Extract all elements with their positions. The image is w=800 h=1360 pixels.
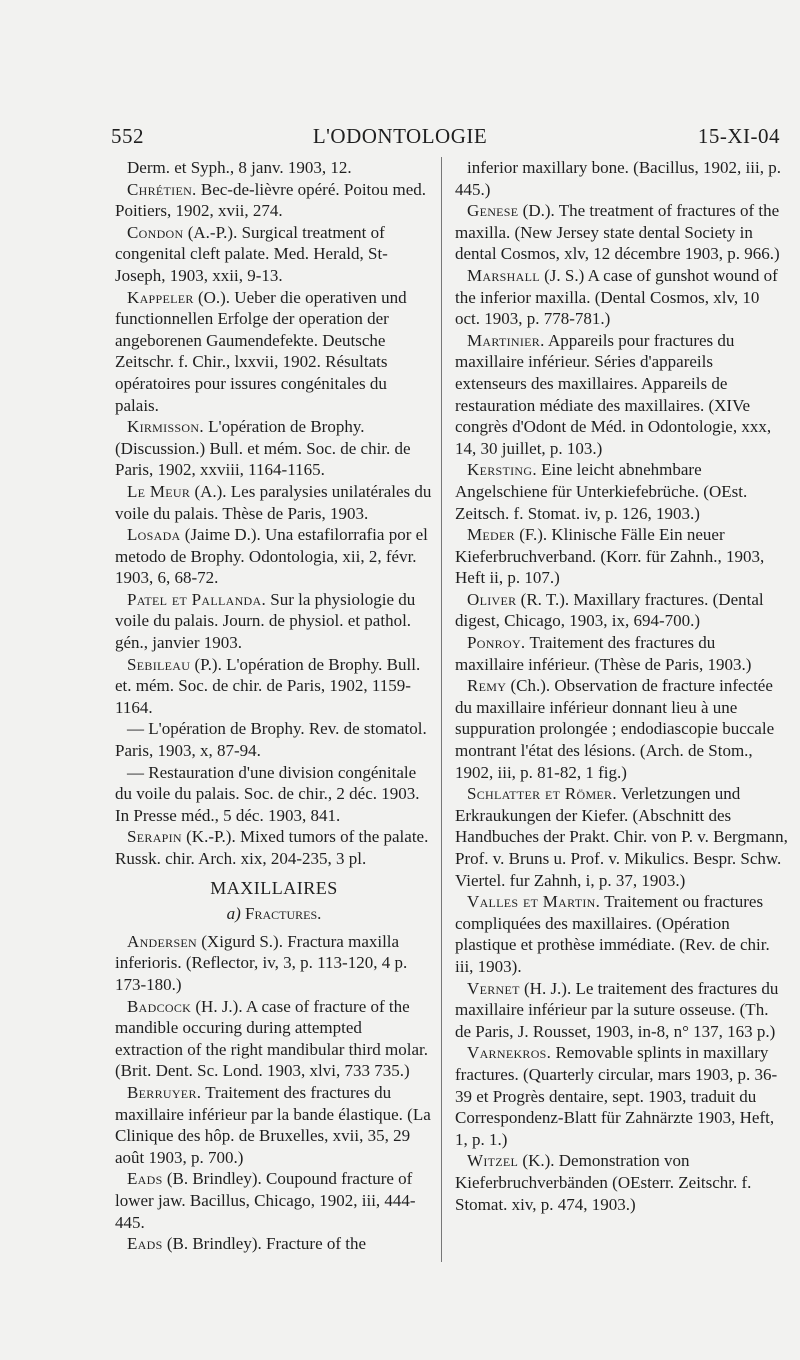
subsection-letter: a) (226, 904, 241, 924)
bibliography-entry (455, 589, 788, 632)
entry-author: Witzel (467, 1151, 519, 1171)
entry-author: Patel et Pallanda. (127, 589, 267, 609)
section-heading: MAXILLAIRES (210, 877, 338, 898)
entry-author: Vernet (467, 978, 520, 998)
entry-text: (H. J.). A case of fracture of the mandible occuring during attempted extraction of the right mandibular third molar. (Brit. Dent. Sc. Lond. 1903, xlvi, 733 735.) (115, 996, 428, 1081)
entry-author: Losada (127, 525, 181, 545)
entry-author: Condon (127, 222, 184, 242)
bibliography-entry (115, 762, 433, 827)
entry-author: Ponroy. (467, 633, 526, 653)
entry-text: Traitement ou fractures compliquées des maxillaires. (Opération plastique et prothèse immédiate. (Rev. de chir. iii, 1903). (455, 892, 770, 976)
entry-text: Verletzungen und Erkraukungen der Kiefer. (Abschnitt des Handbuches der Prakt. Chir. von P. v. Bergmann, Prof. v. Bruns u. Prof. v. Mikulics. Bespr. Schw. Viertel. fur Zahnh, i, p. 37, 1903.) (455, 784, 788, 890)
entry-text: (B. Brindley). Fracture of the (166, 1234, 367, 1254)
entry-text: Traitement des fractures du maxillaire inférieur. (Thèse de Paris, 1903.) (455, 633, 752, 674)
entry-text: (P.). L'opération de Brophy. Bull. et. mém. Soc. de chir. de Paris, 1902, 1159-1164. (115, 654, 421, 717)
entry-text: (R. T.). Maxillary fractures. (Dental digest, Chicago, 1903, ix, 694-700.) (455, 589, 764, 631)
entry-author: Chrétien. (127, 179, 197, 199)
entry-text: — Restauration d'une division congénitale du voile du palais. Soc. de chir., 2 déc. 1903. In Presse méd., 5 déc. 1903, 841. (115, 762, 420, 825)
journal-title: L'ODONTOLOGIE (312, 124, 488, 148)
entry-author: Schlatter et Römer. (467, 784, 617, 804)
bibliography-entry (455, 265, 788, 330)
entry-author: Badcock (127, 996, 192, 1016)
bibliography-entry (115, 1233, 433, 1255)
bibliography-entry (115, 222, 433, 287)
bibliography-entry (455, 978, 788, 1043)
bibliography-entry (115, 1168, 433, 1233)
entry-text: L'opération de Brophy. (Discussion.) Bull. et mém. Soc. de chir. de Paris, 1902, xxviii, 1164-1165. (115, 417, 411, 480)
left-column (115, 157, 433, 1255)
entry-author: Valles et Martin. (467, 892, 601, 912)
bibliography-entry (455, 200, 788, 265)
entry-author: Meder (467, 525, 515, 545)
bibliography-entry (115, 826, 433, 869)
left-entries (115, 157, 433, 870)
bibliography-entry (455, 157, 788, 200)
bibliography-entry (455, 675, 788, 783)
entry-author: Kersting. (467, 460, 537, 480)
right-entries (455, 157, 788, 1215)
entry-text: (D.). The treatment of fractures of the maxilla. (New Jersey state dental Society in dental Cosmos, xlv, 12 décembre 1903, p. 966.) (455, 201, 780, 264)
right-column (455, 157, 788, 1215)
entry-text: (Xigurd S.). Fractura maxilla inferioris. (Reflector, iv, 3, p. 113-120, 4 p. 173-180.) (115, 931, 408, 994)
bibliography-entry (115, 996, 433, 1082)
page-header (0, 124, 800, 154)
entry-author: Marshall (467, 265, 540, 285)
entry-author: Varnekros. (467, 1043, 552, 1063)
bibliography-entry (115, 718, 433, 761)
entry-author: Genese (467, 201, 519, 221)
entry-author: Remy (467, 676, 507, 696)
page-number: 552 (111, 124, 144, 148)
subsection-title: Fractures. (245, 904, 322, 924)
entry-text: (H. J.). Le traitement des fractures du maxillaire inférieur par la suture osseuse. (Th. de Paris, J. Rousset, 1903, in-8, n° 137, 163 p.) (455, 978, 779, 1041)
bibliography-entry (115, 589, 433, 654)
entry-text: (B. Brindley). Coupound fracture of lower jaw. Bacillus, Chicago, 1902, iii, 444-445. (115, 1169, 416, 1232)
entry-author: Eads (127, 1169, 163, 1189)
entry-text: Traitement des fractures du maxillaire inférieur par la bande élastique. (La Clinique des hôp. de Bruxelles, xvii, 35, 29 août 1903, p. 700.) (115, 1082, 431, 1167)
entry-text: (A.). Les paralysies unilatérales du voile du palais. Thèse de Paris, 1903. (115, 481, 432, 523)
entry-text: Eine leicht abnehmbare Angelschiene für Unterkiefebrüche. (OEst. Zeitsch. f. Stomat. iv, p. 126, 1903.) (455, 460, 748, 523)
bibliography-entry (115, 481, 433, 524)
bibliography-entry (115, 524, 433, 589)
entry-author: Andersen (127, 931, 198, 951)
bibliography-entry (115, 179, 433, 222)
entry-text: Bec-de-lièvre opéré. Poitou med. Poitiers, 1902, xvii, 274. (115, 179, 427, 221)
bibliography-entry (115, 157, 433, 179)
entry-text: Removable splints in maxillary fractures. (Quarterly circular, mars 1903, p. 36-39 et Progrès dentaire, sept. 1903, traduit du Correspondenz-Blatt für Zahnärzte 1903, Heft, 1, p. 1.) (455, 1043, 778, 1149)
entry-text: Sur la physiologie du voile du palais. Journ. de physiol. et pathol. gén., janvier 1903. (115, 589, 416, 653)
entry-text: (K.-P.). Mixed tumors of the palate. Russk. chir. Arch. xix, 204-235, 3 pl. (115, 827, 429, 868)
entry-text: Derm. et Syph., 8 janv. 1903, 12. (127, 158, 352, 177)
entry-author: Martinier. (467, 330, 545, 350)
issue-date: 15-XI-04 (697, 124, 780, 148)
entry-author: Oliver (467, 589, 517, 609)
entry-text: — L'opération de Brophy. Rev. de stomatol. Paris, 1903, x, 87-94. (115, 719, 427, 761)
bibliography-entry (115, 931, 433, 996)
left-entries-continued (115, 931, 433, 1255)
bibliography-entry (115, 287, 433, 417)
entry-text: inferior maxillary bone. (Bacillus, 1902, iii, p. 445.) (455, 158, 781, 199)
bibliography-entry (115, 416, 433, 481)
entry-text: Appareils pour fractures du maxillaire inférieur. Séries d'appareils extenseurs des maxillaires. Appareils de restauration médiate des maxillaires. (XIVe congrès d'Odont de Méd. in Odontologie, xxx, 14, 30 juillet, p. 103.) (455, 330, 772, 458)
bibliography-entry (455, 459, 788, 524)
bibliography-entry (115, 1082, 433, 1168)
entry-text: (A.-P.). Surgical treatment of congenital cleft palate. Med. Herald, St-Joseph, 1903, xxii, 9-13. (115, 222, 388, 285)
entry-author: Berruyer. (127, 1082, 202, 1102)
column-divider (441, 157, 442, 1262)
bibliography-entry (455, 1042, 788, 1150)
entry-text: (K.). Demonstration von Kieferbruchverbänden (OEsterr. Zeitschr. f. Stomat. xiv, p. 474, 1903.) (455, 1151, 752, 1214)
bibliography-entry (455, 330, 788, 460)
entry-text: (J. S.) A case of gunshot wound of the inferior maxilla. (Dental Cosmos, xlv, 10 oct. 1903, p. 778-781.) (455, 265, 778, 329)
bibliography-entry (455, 632, 788, 675)
entry-author: Eads (127, 1234, 163, 1254)
subsection-heading (115, 903, 433, 925)
entry-author: Serapin (127, 827, 182, 847)
bibliography-entry (455, 891, 788, 977)
entry-text: (Ch.). Observation de fracture infectée du maxillaire inférieur donnant lieu à une suppuration prolongée ; endodiascopie buccale montrant l'état des lésions. (Arch. de Stom., 1902, iii, p. 81-82, 1 fig.) (455, 676, 775, 782)
entry-author: Sebileau (127, 654, 191, 674)
bibliography-entry (455, 1150, 788, 1215)
entry-text: (Jaime D.). Una estafilorrafia por el metodo de Brophy. Odontologia, xii, 2, févr. 1903, 6, 68-72. (115, 525, 428, 588)
bibliography-entry (115, 654, 433, 719)
entry-author: Kirmisson. (127, 417, 204, 437)
entry-author: Le Meur (127, 481, 191, 501)
entry-text: (F.). Klinische Fälle Ein neuer Kieferbruchverband. (Korr. für Zahnh., 1903, Heft ii, p. 107.) (455, 525, 765, 588)
entry-author: Kappeler (127, 287, 194, 307)
bibliography-entry (455, 783, 788, 891)
bibliography-entry (455, 524, 788, 589)
entry-text: (O.). Ueber die operativen und functionnellen Erfolge der operation der angeborenen Gaumendefekte. Deutsche Zeitschr. f. Chir., lxxvii, 1902. Résultats opératoires pour issures congénitales du palais. (115, 287, 407, 415)
